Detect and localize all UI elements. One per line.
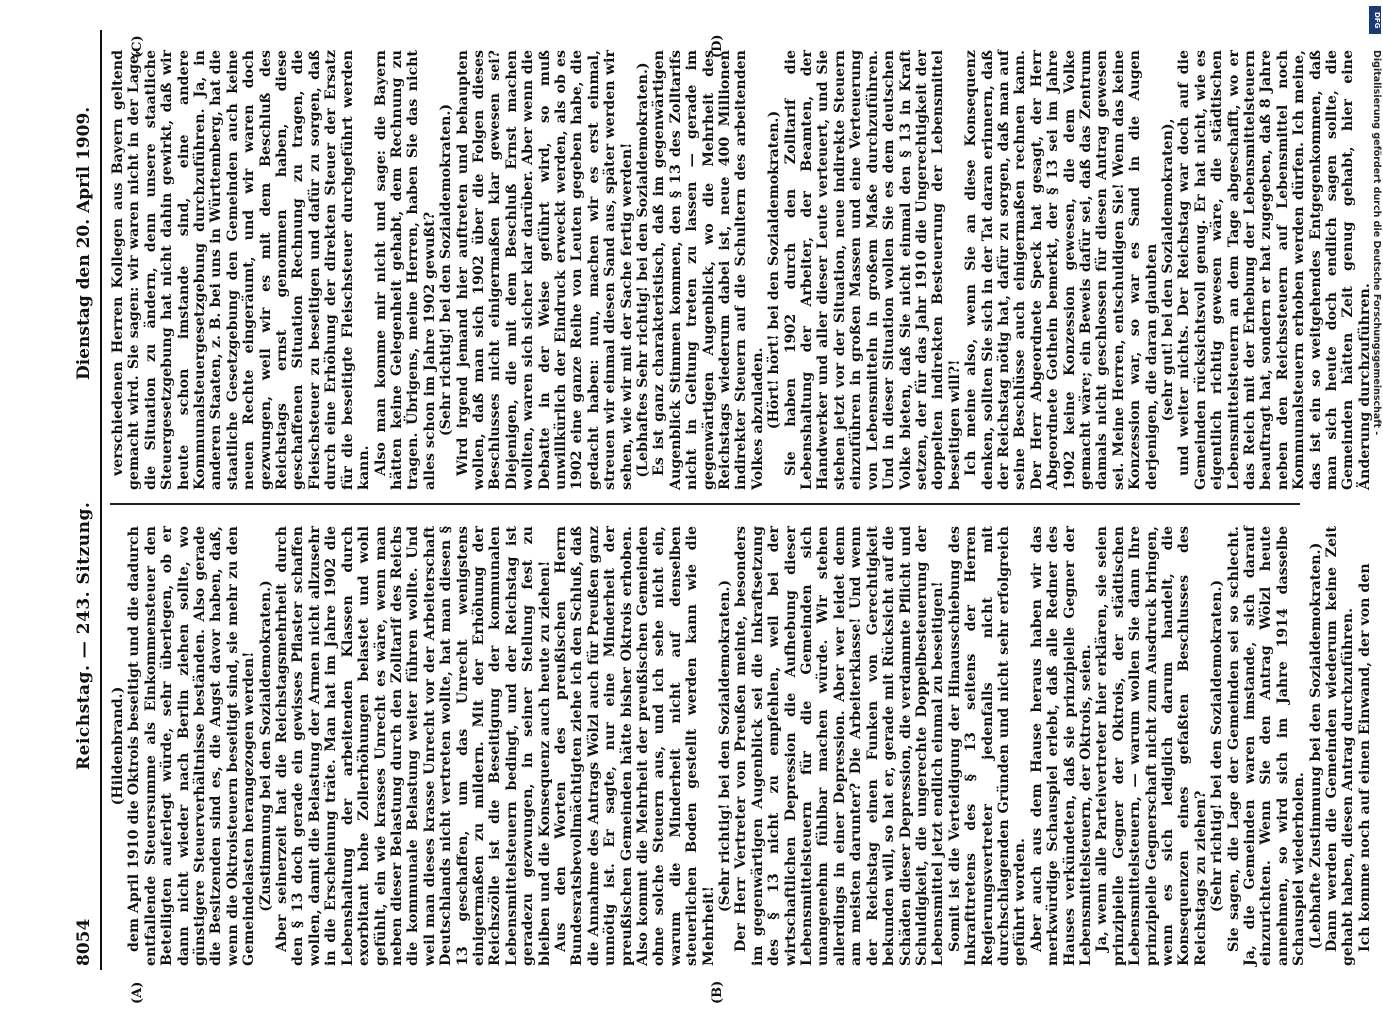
paragraph: Aber auch aus dem Hause heraus haben wir das merkwürdige Schauspiel erlebt, daß alle Redner des Hauses verkündeten, daß sie prinzipielle Gegner der Lebensmittelsteuern, der Oktrois, seien. [1028,526,1094,966]
page-number: 8054 [74,918,94,966]
paragraph: (Lebhaftes Sehr richtig! bei den Sozialdemokraten.) [635,62,651,478]
page-header [70,30,104,970]
paragraph: dem April 1910 die Oktrois beseitigt und die dadurch entfallende Steuersumme als Einkommensteuer den Beteiligten auferlegt würde, sehr überlegen, ob er dann nicht wieder nach Berlin ziehen sollte, wo günstigere Steuerverhältnisse beständen. Also gerade die Besitzenden sind es, die Angst davor haben, daß, wenn die Oktroisteuern beseitigt sind, sie mehr zu den Gemeindelasten herangezogen werden! [126,526,258,966]
margin-mark-c: (C) [130,35,145,58]
paragraph: Dann werden die Gemeinden wiederum keine Zeit gehabt haben, diesen Antrag durchzuführen. [1324,526,1357,966]
paragraph: verschiedenen Herren Kollegen aus Bayern geltend gemacht wird. Sie sagen: wir waren nicht in der Lage, die Situation zu ändern, denn unsere staatliche Steuergesetzgebung hat nicht dahin gewirkt, daß wir heute schon imstande sind, eine andere Kommunalsteuergesetzgebung durchzuführen. Ja, in anderen Staaten, z. B. bei uns in Württemberg, hat die staatliche Gesetzgebung den Gemeinden auch keine neuen Rechte eingeräumt, und wir waren doch gezwungen, weil wir es mit dem Beschluß des Reichstags ernst genommen haben, diese geschaffenen Situation Rechnung zu tragen, die Fleischsteuer zu beseitigen und dafür zu sorgen, daß durch eine Erhöhung der direkten Steuer der Ersatz für die beseitigte Fleischsteuer durchgeführt werden kann. [110,50,373,490]
paragraph: Somit ist die Verteidigung der Hinausschiebung des Inkrafttretens des § 13 seitens der Herren Regierungsvertreter jedenfalls nicht mit durchschlagenden Gründen und nicht sehr erfolgreich geführt worden. [946,526,1029,966]
paragraph: (Lebhafte Zustimmung bei den Sozialdemokraten.) [1307,542,1324,950]
paragraph: Ich meine also, wenn Sie an diese Konsequenz denken, sollten Sie sich in der Tat daran erinnern, daß der Reichstag nötig hat, dafür zu sorgen, daß man auf seine Beschlüsse auch einigermaßen rechnen kann. Der Herr Abgeordnete Speck hat gesagt, der Herr Abgeordnete Gothein bemerkt, der § 13 sei im Jahre 1902 keine Konzession gewesen, die dem Volke gemacht wäre; ein Beweis dafür sei, daß das Zentrum damals nicht geschlossen für diesen Antrag gewesen sei. Meine Herren, entschuldigen Sie! Wenn das keine Konzession war, so war es Sand in die Augen derjenigen, die daran glaubten [963,50,1160,490]
paragraph: Der Herr Vertreter von Preußen meinte, besonders im gegenwärtigen Augenblick sei die Inkraftsetzung des § 13 nicht zu empfehlen, weil bei der wirtschaftlichen Depression die Aufhebung dieser Lebensmittelsteuern für die Gemeinden sich unangenehm fühlbar machen würde. Wir stehen allerdings in einer Depression. Aber wer leidet denn am meisten darunter? Die Arbeiterklasse! Und wenn der Reichstag einen Funken von Gerechtigkeit bekunden will, so hat er, gerade mit Rücksicht auf die Schäden dieser Depression, die verdammte Pflicht und Schuldigkeit, die ungerechte Doppelbesteuerung der Lebensmittel jetzt endlich einmal zu beseitigen! [733,526,947,966]
rotated-page [70,30,1373,1004]
paragraph: Aber seinerzeit hat die Reichstagsmehrheit durch den § 13 doch gerade ein gewisses Pflaster schaffen wollen, damit die Belastung der Armen nicht allzusehr in die Erscheinung träte. Man hat im Jahre 1902 die Lebenshaltung der arbeitenden Klassen durch exorbitant hohe Zollerhöhungen belastet und wohl gefühlt, ein wie krasses Unrecht es wäre, wenn man neben dieser Belastung durch den Zolltarif des Reichs die kommunale Belastung weiter führen wollte. Und weil man dieses krasse Unrecht vor der Arbeiterschaft Deutschlands nicht vertreten wollte, hat man diesen § 13 geschaffen, um das Unrecht wenigstens einigermaßen zu mildern. Mit der Erhöhung der Reichszölle ist die Beseitigung der kommunalen Lebensmittelsteuern bedingt, und der Reichstag ist geradezu gezwungen, in seiner Stellung fest zu bleiben und die Konsequenz auch heute zu ziehen! [274,526,553,966]
digitization-credit: Digitalisierung gefördert durch die Deutsche Forschungsgemeinschaft - [1371,50,1382,436]
paragraph: (Zustimmung bei den Sozialdemokraten.) [257,580,274,912]
paragraph: (Sehr richtig! bei den Sozialdemokraten.) [1209,579,1226,913]
paragraph: (Hört! hört! bei den Sozialdemokraten.) [766,110,783,430]
paragraph: Also man komme mir nicht und sage: die Bayern hätten keine Gelegenheit gehabt, dem Rechnung zu tragen. Übrigens, meine Herren, haben Sie das nicht alles schon im Jahre 1902 gewußt? [372,50,438,490]
margin-mark-d: (D) [710,34,725,58]
paragraph: Ja, wenn alle Parteivertreter hier erklären, sie seien prinzipielle Gegner der Oktrois, der städtischen Lebensmittelsteuern, — warum wollen Sie dann Ihre prinzipielle Gegnerschaft nicht zum Ausdruck bringen, wenn es sich lediglich darum handelt, die Konsequenzen eines gefaßten Beschlusses des Reichstags zu ziehen? [1094,526,1209,966]
paragraph: (sehr gut! bei den Sozialdemokraten), [1160,118,1176,422]
paragraph: Wird irgend jemand hier auftreten und behaupten wollen, daß man sich 1902 über die Folgen dieses Beschlusses nicht einigermaßen klar gewesen sei? Diejenigen, die mit dem Beschluß Ernst machen wollten, waren sich sicher klar darüber. Aber wenn die Debatte in der Weise geführt wird, so muß unwillkürlich der Eindruck erweckt werden, als ob es 1902 eine ganze Reihe von Leuten gegeben habe, die gedacht haben: nun, machen wir es erst einmal, streuen wir einmal diesen Sand aus, später werden wir sehen, wie wir mit der Sache fertig werden! [454,50,635,490]
paragraph: Aus den Worten des preußischen Herrn Bundesratsbevollmächtigten ziehe ich den Schluß, daß die Annahme des Antrags Wölzl auch für Preußen ganz unnötig ist. Er sagte, nur eine Minderheit der preußischen Gemeinden hätte bisher Oktrois erhoben. Also kommt die Mehrheit der preußischen Gemeinden ohne solche Steuern aus, und ich sehe nicht ein, warum die Minderheit nicht auf denselben steuerlichen Boden gestellt werden kann wie die Mehrheit! [552,526,717,966]
margin-mark-a: (A) [130,981,145,1004]
paragraph: Ich komme noch auf einen Einwand, der von den [1356,563,1373,952]
paragraph: Sie sagen, die Lage der Gemeinden sei so schlecht. Ja, die Gemeinden waren imstande, sich darauf einzurichten. Wenn Sie den Antrag Wölzl heute annehmen, so wird sich im Jahre 1914 dasselbe Schauspiel wiederholen. [1225,526,1308,966]
paragraph: (Sehr richtig! bei den Sozialdemokraten.) [438,103,455,437]
paragraph: und weiter nichts. Der Reichstag war doch auf die Gemeinden rücksichtsvoll genug. Er hat nicht, wie es eigentlich richtig gewesen wäre, die städtischen Lebensmittelsteuern an dem Tage abgeschafft, wo er das Reich mit der Erhebung der Lebensmittelsteuern beauftragt hat, sondern er hat zugegeben, daß 8 Jahre neben den Reichssteuern auf Lebensmittel noch Kommunalsteuern erhoben werden dürfen. Ich meine, das ist ein so weitgehendes Entgegenkommen, daß man sich heute doch endlich sagen sollte, die Gemeinden hätten Zeit genug gehabt, hier eine Änderung durchzuführen. [1176,50,1373,490]
paragraph: Sie haben 1902 durch den Zolltarif die Lebenshaltung der Arbeiter, der Beamten, der Handwerker und aller dieser Leute verteuert, und Sie stehen jetzt vor der Situation, neue indirekte Steuern einzuführen in großen Massen und eine Verteuerung von Lebensmitteln in großem Maße durchzuführen. Und in dieser Situation wollen Sie es dem deutschen Volke bieten, daß Sie nicht einmal den § 13 in Kraft setzen, der für das Jahr 1910 die Ungerechtigkeit der doppelten indirekten Besteuerung der Lebensmittel beseitigen will?! [782,50,963,490]
header-title: Reichstag. — 243. Sitzung. [74,501,94,770]
right-column [110,50,1373,490]
paragraph: Es ist ganz charakteristisch, daß im gegenwärtigen Augenblick Stimmen kommen, den § 13 des Zolltarifs nicht in Geltung treten zu lassen — gerade im gegenwärtigen Augenblick, wo die Mehrheit des Reichstags wiederum dabei ist, neue 400 Millionen indirekter Steuern auf die Schultern des arbeitenden Volkes abzuladen. [651,50,766,490]
dfg-logo: DFG [1369,6,1381,34]
paragraph: (Sehr richtig! bei den Sozialdemokraten.) [717,579,734,913]
credit-strip [1368,10,1382,990]
column-divider [110,503,1300,505]
left-column [110,526,1373,966]
header-date: Dienstag den 20. April 1909. [74,106,94,380]
margin-mark-b: (B) [710,980,725,1004]
header-rule [100,30,102,970]
paragraph: (Hildenbrand.) [110,686,126,806]
